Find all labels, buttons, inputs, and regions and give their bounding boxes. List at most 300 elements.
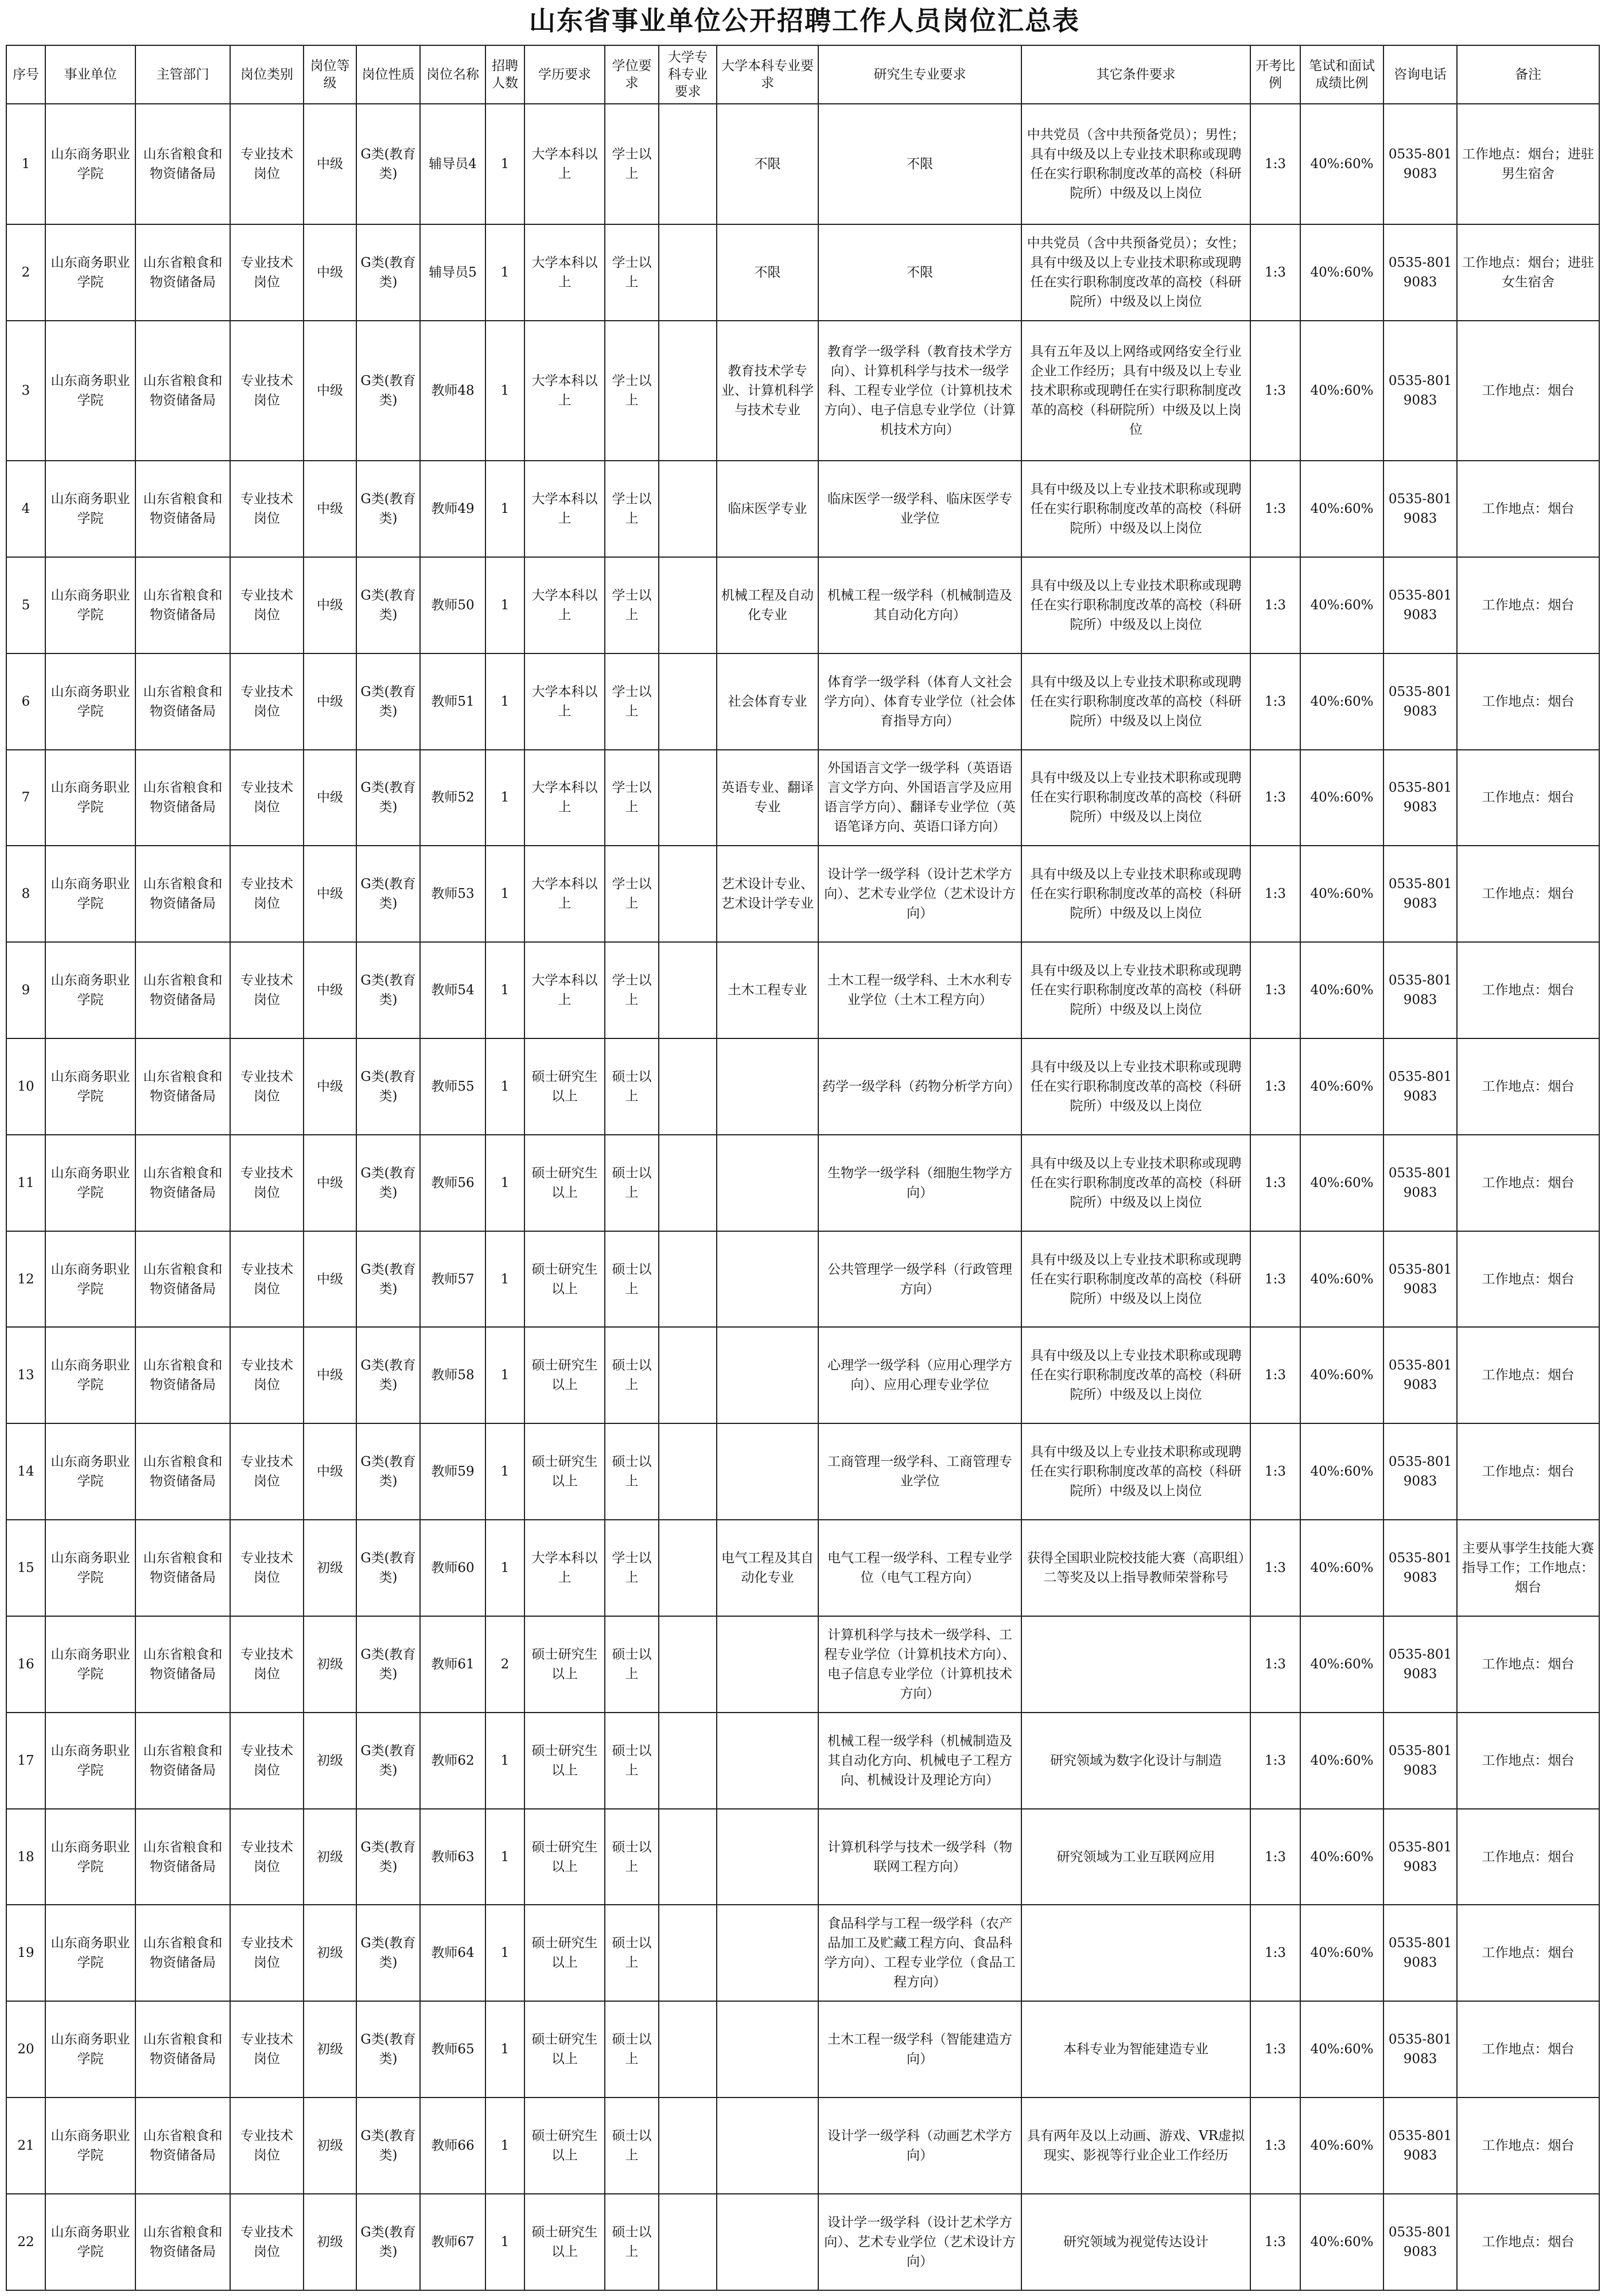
- cell-other: 具有中级及以上专业技术职称或现聘任在实行职称制度改革的高校（科研院所）中级及以上岗位: [1021, 1327, 1250, 1423]
- cell-unit: 山东商务职业学院: [45, 1809, 135, 1905]
- cell-score: 40%:60%: [1300, 2194, 1383, 2290]
- cell-phone: 0535-8019083: [1383, 461, 1457, 557]
- cell-ratio: 1:3: [1250, 104, 1300, 224]
- cell-dept: 山东省粮食和物资储备局: [135, 224, 230, 321]
- cell-category: 专业技术岗位: [230, 1423, 304, 1520]
- cell-other: 具有中级及以上专业技术职称或现聘任在实行职称制度改革的高校（科研院所）中级及以上岗位: [1021, 942, 1250, 1038]
- cell-nature: G类(教育类): [356, 750, 420, 846]
- cell-category: 专业技术岗位: [230, 2001, 304, 2097]
- cell-score: 40%:60%: [1300, 1616, 1383, 1713]
- cell-no: 16: [6, 1616, 45, 1713]
- cell-note: 工作地点：烟台: [1457, 2001, 1599, 2097]
- table-row: [6, 653, 1599, 750]
- cell-no: 1: [6, 104, 45, 224]
- cell-unit: 山东商务职业学院: [45, 1713, 135, 1809]
- cell-post: 教师57: [420, 1231, 485, 1328]
- cell-other: 具有中级及以上专业技术职称或现聘任在实行职称制度改革的高校（科研院所）中级及以上岗位: [1021, 750, 1250, 846]
- table-row: [6, 1713, 1599, 1809]
- cell-score: 40%:60%: [1300, 2001, 1383, 2097]
- cell-grad: 设计学一级学科（动画艺术学方向）: [818, 2097, 1021, 2194]
- col-header-degree: 学位要求: [605, 45, 659, 104]
- cell-post: 辅导员4: [420, 104, 485, 224]
- cell-phone: 0535-8019083: [1383, 846, 1457, 942]
- cell-zhuanke: [659, 1135, 717, 1231]
- cell-ratio: 1:3: [1250, 224, 1300, 321]
- cell-grad: 食品科学与工程一级学科（农产品加工及贮藏工程方向、食品科学方向）、工程专业学位（食品工程方向）: [818, 1905, 1021, 2001]
- col-header-score: 笔试和面试成绩比例: [1300, 45, 1383, 104]
- cell-edu: 大学本科以上: [524, 461, 605, 557]
- cell-phone: 0535-8019083: [1383, 1809, 1457, 1905]
- cell-phone: 0535-8019083: [1383, 1713, 1457, 1809]
- table-row: [6, 1905, 1599, 2001]
- cell-degree: 硕士以上: [605, 1038, 659, 1135]
- cell-degree: 学士以上: [605, 1520, 659, 1616]
- cell-zhuanke: [659, 1616, 717, 1713]
- cell-zhuanke: [659, 1038, 717, 1135]
- cell-benke: [717, 2001, 818, 2097]
- cell-unit: 山东商务职业学院: [45, 1520, 135, 1616]
- cell-count: 1: [485, 1809, 524, 1905]
- cell-post: 教师55: [420, 1038, 485, 1135]
- cell-level: 初级: [304, 1713, 356, 1809]
- cell-category: 专业技术岗位: [230, 1905, 304, 2001]
- cell-no: 9: [6, 942, 45, 1038]
- cell-other: 具有中级及以上专业技术职称或现聘任在实行职称制度改革的高校（科研院所）中级及以上岗位: [1021, 461, 1250, 557]
- cell-degree: 硕士以上: [605, 1327, 659, 1423]
- cell-benke: [717, 1905, 818, 2001]
- cell-other: 具有中级及以上专业技术职称或现聘任在实行职称制度改革的高校（科研院所）中级及以上岗位: [1021, 846, 1250, 942]
- cell-no: 17: [6, 1713, 45, 1809]
- cell-no: 6: [6, 653, 45, 750]
- cell-zhuanke: [659, 224, 717, 321]
- cell-nature: G类(教育类): [356, 1327, 420, 1423]
- cell-edu: 硕士研究生以上: [524, 1135, 605, 1231]
- cell-degree: 学士以上: [605, 750, 659, 846]
- cell-level: 初级: [304, 1905, 356, 2001]
- cell-level: 中级: [304, 461, 356, 557]
- header-row: [6, 45, 1599, 104]
- cell-dept: 山东省粮食和物资储备局: [135, 1809, 230, 1905]
- cell-category: 专业技术岗位: [230, 1327, 304, 1423]
- cell-grad: 体育学一级学科（体育人文社会学方向）、体育专业学位（社会体育指导方向）: [818, 653, 1021, 750]
- cell-no: 20: [6, 2001, 45, 2097]
- cell-dept: 山东省粮食和物资储备局: [135, 846, 230, 942]
- cell-no: 10: [6, 1038, 45, 1135]
- cell-zhuanke: [659, 846, 717, 942]
- cell-category: 专业技术岗位: [230, 750, 304, 846]
- cell-grad: 公共管理学一级学科（行政管理方向）: [818, 1231, 1021, 1328]
- cell-other: 中共党员（含中共预备党员）；男性；具有中级及以上专业技术职称或现聘任在实行职称制度改革的高校（科研院所）中级及以上岗位: [1021, 104, 1250, 224]
- col-header-ratio: 开考比例: [1250, 45, 1300, 104]
- cell-no: 19: [6, 1905, 45, 2001]
- cell-level: 中级: [304, 1231, 356, 1328]
- cell-edu: 大学本科以上: [524, 942, 605, 1038]
- cell-other: 具有中级及以上专业技术职称或现聘任在实行职称制度改革的高校（科研院所）中级及以上岗位: [1021, 653, 1250, 750]
- table-row: [6, 750, 1599, 846]
- cell-post: 教师63: [420, 1809, 485, 1905]
- col-header-phone: 咨询电话: [1383, 45, 1457, 104]
- cell-score: 40%:60%: [1300, 1231, 1383, 1328]
- cell-phone: 0535-8019083: [1383, 1905, 1457, 2001]
- cell-dept: 山东省粮食和物资储备局: [135, 1327, 230, 1423]
- cell-level: 中级: [304, 224, 356, 321]
- cell-nature: G类(教育类): [356, 2194, 420, 2290]
- cell-post: 辅导员5: [420, 224, 485, 321]
- table-row: [6, 1423, 1599, 1520]
- table-row: [6, 1809, 1599, 1905]
- table-row: [6, 1231, 1599, 1328]
- cell-degree: 学士以上: [605, 321, 659, 461]
- cell-grad: 设计学一级学科（设计艺术学方向）、艺术专业学位（艺术设计方向）: [818, 846, 1021, 942]
- cell-unit: 山东商务职业学院: [45, 2194, 135, 2290]
- cell-post: 教师51: [420, 653, 485, 750]
- cell-edu: 硕士研究生以上: [524, 2194, 605, 2290]
- cell-other: [1021, 1616, 1250, 1713]
- cell-other: 具有中级及以上专业技术职称或现聘任在实行职称制度改革的高校（科研院所）中级及以上岗位: [1021, 1231, 1250, 1328]
- cell-note: 工作地点：烟台: [1457, 1809, 1599, 1905]
- cell-count: 1: [485, 942, 524, 1038]
- cell-edu: 大学本科以上: [524, 557, 605, 653]
- cell-dept: 山东省粮食和物资储备局: [135, 1038, 230, 1135]
- cell-phone: 0535-8019083: [1383, 104, 1457, 224]
- cell-post: 教师48: [420, 321, 485, 461]
- cell-other: 具有两年及以上动画、游戏、VR虚拟现实、影视等行业企业工作经历: [1021, 2097, 1250, 2194]
- cell-other: 研究领域为数字化设计与制造: [1021, 1713, 1250, 1809]
- cell-zhuanke: [659, 750, 717, 846]
- cell-other: 研究领域为视觉传达设计: [1021, 2194, 1250, 2290]
- cell-post: 教师54: [420, 942, 485, 1038]
- cell-ratio: 1:3: [1250, 1327, 1300, 1423]
- cell-nature: G类(教育类): [356, 1616, 420, 1713]
- cell-unit: 山东商务职业学院: [45, 1231, 135, 1328]
- cell-phone: 0535-8019083: [1383, 750, 1457, 846]
- cell-note: 工作地点：烟台: [1457, 557, 1599, 653]
- cell-score: 40%:60%: [1300, 1809, 1383, 1905]
- cell-benke: 艺术设计专业、艺术设计学专业: [717, 846, 818, 942]
- cell-category: 专业技术岗位: [230, 321, 304, 461]
- cell-dept: 山东省粮食和物资储备局: [135, 557, 230, 653]
- cell-zhuanke: [659, 557, 717, 653]
- cell-other: 本科专业为智能建造专业: [1021, 2001, 1250, 2097]
- cell-grad: 临床医学一级学科、临床医学专业学位: [818, 461, 1021, 557]
- cell-category: 专业技术岗位: [230, 1038, 304, 1135]
- cell-dept: 山东省粮食和物资储备局: [135, 2001, 230, 2097]
- table-row: [6, 1616, 1599, 1713]
- cell-category: 专业技术岗位: [230, 653, 304, 750]
- table-row: [6, 1038, 1599, 1135]
- cell-grad: 土木工程一级学科、土木水利专业学位（土木工程方向）: [818, 942, 1021, 1038]
- table-row: [6, 104, 1599, 224]
- cell-nature: G类(教育类): [356, 1135, 420, 1231]
- cell-no: 5: [6, 557, 45, 653]
- cell-benke: [717, 2194, 818, 2290]
- cell-ratio: 1:3: [1250, 1520, 1300, 1616]
- cell-benke: 教育技术学专业、计算机科学与技术专业: [717, 321, 818, 461]
- table-row: [6, 2097, 1599, 2194]
- cell-dept: 山东省粮食和物资储备局: [135, 321, 230, 461]
- cell-no: 4: [6, 461, 45, 557]
- cell-degree: 学士以上: [605, 653, 659, 750]
- cell-category: 专业技术岗位: [230, 1520, 304, 1616]
- cell-level: 初级: [304, 2194, 356, 2290]
- cell-score: 40%:60%: [1300, 1327, 1383, 1423]
- cell-zhuanke: [659, 104, 717, 224]
- cell-degree: 硕士以上: [605, 1423, 659, 1520]
- cell-no: 22: [6, 2194, 45, 2290]
- cell-dept: 山东省粮食和物资储备局: [135, 1905, 230, 2001]
- cell-note: 工作地点：烟台: [1457, 1713, 1599, 1809]
- cell-ratio: 1:3: [1250, 2194, 1300, 2290]
- cell-other: 获得全国职业院校技能大赛（高职组）二等奖及以上指导教师荣誉称号: [1021, 1520, 1250, 1616]
- cell-dept: 山东省粮食和物资储备局: [135, 1231, 230, 1328]
- cell-benke: 临床医学专业: [717, 461, 818, 557]
- cell-degree: 学士以上: [605, 461, 659, 557]
- cell-score: 40%:60%: [1300, 1520, 1383, 1616]
- cell-other: 具有中级及以上专业技术职称或现聘任在实行职称制度改革的高校（科研院所）中级及以上岗位: [1021, 1423, 1250, 1520]
- cell-ratio: 1:3: [1250, 1713, 1300, 1809]
- cell-zhuanke: [659, 2097, 717, 2194]
- cell-post: 教师56: [420, 1135, 485, 1231]
- cell-phone: 0535-8019083: [1383, 1135, 1457, 1231]
- cell-category: 专业技术岗位: [230, 1135, 304, 1231]
- cell-note: 工作地点：烟台: [1457, 942, 1599, 1038]
- cell-dept: 山东省粮食和物资储备局: [135, 2194, 230, 2290]
- cell-count: 1: [485, 224, 524, 321]
- cell-degree: 硕士以上: [605, 1713, 659, 1809]
- cell-degree: 硕士以上: [605, 1809, 659, 1905]
- cell-note: 工作地点：烟台: [1457, 2097, 1599, 2194]
- cell-level: 中级: [304, 1327, 356, 1423]
- cell-ratio: 1:3: [1250, 461, 1300, 557]
- cell-ratio: 1:3: [1250, 942, 1300, 1038]
- cell-score: 40%:60%: [1300, 557, 1383, 653]
- cell-post: 教师65: [420, 2001, 485, 2097]
- cell-no: 13: [6, 1327, 45, 1423]
- cell-count: 1: [485, 1520, 524, 1616]
- cell-other: 研究领域为工业互联网应用: [1021, 1809, 1250, 1905]
- cell-post: 教师52: [420, 750, 485, 846]
- cell-grad: 计算机科学与技术一级学科、工程专业学位（计算机技术方向）、电子信息专业学位（计算机技术方向）: [818, 1616, 1021, 1713]
- cell-grad: 机械工程一级学科（机械制造及其自动化方向、机械电子工程方向、机械设计及理论方向）: [818, 1713, 1021, 1809]
- col-header-post: 岗位名称: [420, 45, 485, 104]
- cell-degree: 学士以上: [605, 104, 659, 224]
- cell-degree: 硕士以上: [605, 2097, 659, 2194]
- cell-score: 40%:60%: [1300, 321, 1383, 461]
- cell-phone: 0535-8019083: [1383, 321, 1457, 461]
- cell-nature: G类(教育类): [356, 321, 420, 461]
- cell-ratio: 1:3: [1250, 1231, 1300, 1328]
- cell-edu: 硕士研究生以上: [524, 1905, 605, 2001]
- table-row: [6, 942, 1599, 1038]
- cell-unit: 山东商务职业学院: [45, 1135, 135, 1231]
- cell-count: 1: [485, 461, 524, 557]
- cell-ratio: 1:3: [1250, 2097, 1300, 2194]
- cell-edu: 大学本科以上: [524, 224, 605, 321]
- cell-score: 40%:60%: [1300, 2097, 1383, 2194]
- cell-zhuanke: [659, 461, 717, 557]
- cell-unit: 山东商务职业学院: [45, 461, 135, 557]
- cell-degree: 硕士以上: [605, 2001, 659, 2097]
- cell-edu: 大学本科以上: [524, 750, 605, 846]
- cell-level: 中级: [304, 1135, 356, 1231]
- cell-grad: 设计学一级学科（设计艺术学方向）、艺术专业学位（艺术设计方向）: [818, 2194, 1021, 2290]
- col-header-unit: 事业单位: [45, 45, 135, 104]
- cell-dept: 山东省粮食和物资储备局: [135, 1616, 230, 1713]
- cell-nature: G类(教育类): [356, 2097, 420, 2194]
- cell-count: 1: [485, 1713, 524, 1809]
- cell-count: 1: [485, 2097, 524, 2194]
- cell-unit: 山东商务职业学院: [45, 2001, 135, 2097]
- cell-zhuanke: [659, 1327, 717, 1423]
- cell-category: 专业技术岗位: [230, 1809, 304, 1905]
- cell-nature: G类(教育类): [356, 942, 420, 1038]
- cell-dept: 山东省粮食和物资储备局: [135, 1713, 230, 1809]
- cell-grad: 土木工程一级学科（智能建造方向）: [818, 2001, 1021, 2097]
- cell-grad: 药学一级学科（药物分析学方向）: [818, 1038, 1021, 1135]
- cell-count: 1: [485, 2001, 524, 2097]
- cell-benke: [717, 1231, 818, 1328]
- cell-level: 初级: [304, 2001, 356, 2097]
- cell-edu: 硕士研究生以上: [524, 1423, 605, 1520]
- cell-unit: 山东商务职业学院: [45, 1423, 135, 1520]
- cell-ratio: 1:3: [1250, 2001, 1300, 2097]
- cell-unit: 山东商务职业学院: [45, 750, 135, 846]
- cell-degree: 学士以上: [605, 846, 659, 942]
- cell-nature: G类(教育类): [356, 1905, 420, 2001]
- cell-zhuanke: [659, 321, 717, 461]
- cell-category: 专业技术岗位: [230, 2097, 304, 2194]
- cell-ratio: 1:3: [1250, 750, 1300, 846]
- table-row: [6, 1135, 1599, 1231]
- cell-edu: 硕士研究生以上: [524, 1038, 605, 1135]
- cell-dept: 山东省粮食和物资储备局: [135, 104, 230, 224]
- cell-score: 40%:60%: [1300, 1423, 1383, 1520]
- cell-level: 中级: [304, 557, 356, 653]
- cell-benke: 电气工程及其自动化专业: [717, 1520, 818, 1616]
- cell-nature: G类(教育类): [356, 224, 420, 321]
- cell-nature: G类(教育类): [356, 1809, 420, 1905]
- col-header-level: 岗位等级: [304, 45, 356, 104]
- cell-count: 1: [485, 1327, 524, 1423]
- cell-score: 40%:60%: [1300, 224, 1383, 321]
- cell-grad: 工商管理一级学科、工商管理专业学位: [818, 1423, 1021, 1520]
- cell-benke: [717, 1327, 818, 1423]
- cell-unit: 山东商务职业学院: [45, 104, 135, 224]
- cell-level: 中级: [304, 321, 356, 461]
- col-header-nature: 岗位性质: [356, 45, 420, 104]
- cell-benke: 英语专业、翻译专业: [717, 750, 818, 846]
- cell-nature: G类(教育类): [356, 653, 420, 750]
- cell-edu: 硕士研究生以上: [524, 1616, 605, 1713]
- cell-edu: 大学本科以上: [524, 104, 605, 224]
- cell-post: 教师62: [420, 1713, 485, 1809]
- col-header-count: 招聘人数: [485, 45, 524, 104]
- cell-degree: 学士以上: [605, 224, 659, 321]
- cell-post: 教师60: [420, 1520, 485, 1616]
- cell-note: 工作地点：烟台: [1457, 1905, 1599, 2001]
- cell-no: 7: [6, 750, 45, 846]
- cell-degree: 学士以上: [605, 942, 659, 1038]
- cell-category: 专业技术岗位: [230, 2194, 304, 2290]
- cell-note: 工作地点：烟台: [1457, 1423, 1599, 1520]
- cell-zhuanke: [659, 2001, 717, 2097]
- cell-phone: 0535-8019083: [1383, 942, 1457, 1038]
- col-header-no: 序号: [6, 45, 45, 104]
- cell-post: 教师61: [420, 1616, 485, 1713]
- cell-score: 40%:60%: [1300, 1713, 1383, 1809]
- col-header-zhuanke: 大学专科专业要求: [659, 45, 717, 104]
- cell-score: 40%:60%: [1300, 104, 1383, 224]
- cell-no: 14: [6, 1423, 45, 1520]
- cell-grad: 不限: [818, 104, 1021, 224]
- cell-note: 工作地点：烟台: [1457, 321, 1599, 461]
- cell-ratio: 1:3: [1250, 1616, 1300, 1713]
- cell-score: 40%:60%: [1300, 1135, 1383, 1231]
- col-header-benke: 大学本科专业要求: [717, 45, 818, 104]
- cell-nature: G类(教育类): [356, 1423, 420, 1520]
- cell-benke: [717, 1038, 818, 1135]
- cell-degree: 硕士以上: [605, 1905, 659, 2001]
- cell-grad: 心理学一级学科（应用心理学方向）、应用心理专业学位: [818, 1327, 1021, 1423]
- cell-score: 40%:60%: [1300, 1038, 1383, 1135]
- cell-phone: 0535-8019083: [1383, 557, 1457, 653]
- cell-phone: 0535-8019083: [1383, 1520, 1457, 1616]
- cell-degree: 学士以上: [605, 557, 659, 653]
- cell-category: 专业技术岗位: [230, 846, 304, 942]
- cell-ratio: 1:3: [1250, 321, 1300, 461]
- cell-unit: 山东商务职业学院: [45, 1327, 135, 1423]
- cell-note: 工作地点：烟台: [1457, 1038, 1599, 1135]
- cell-note: 工作地点：烟台: [1457, 1135, 1599, 1231]
- cell-no: 3: [6, 321, 45, 461]
- cell-count: 1: [485, 1135, 524, 1231]
- cell-nature: G类(教育类): [356, 1713, 420, 1809]
- cell-benke: 土木工程专业: [717, 942, 818, 1038]
- cell-score: 40%:60%: [1300, 461, 1383, 557]
- cell-level: 中级: [304, 1038, 356, 1135]
- cell-phone: 0535-8019083: [1383, 2194, 1457, 2290]
- cell-level: 初级: [304, 2097, 356, 2194]
- cell-level: 初级: [304, 1616, 356, 1713]
- cell-unit: 山东商务职业学院: [45, 1616, 135, 1713]
- cell-level: 中级: [304, 1423, 356, 1520]
- cell-count: 1: [485, 750, 524, 846]
- cell-count: 1: [485, 2194, 524, 2290]
- cell-note: 工作地点：烟台: [1457, 1231, 1599, 1328]
- cell-post: 教师59: [420, 1423, 485, 1520]
- cell-note: 工作地点：烟台: [1457, 2194, 1599, 2290]
- cell-no: 21: [6, 2097, 45, 2194]
- cell-benke: [717, 1135, 818, 1231]
- cell-ratio: 1:3: [1250, 653, 1300, 750]
- cell-unit: 山东商务职业学院: [45, 942, 135, 1038]
- cell-edu: 硕士研究生以上: [524, 1713, 605, 1809]
- cell-note: 工作地点：烟台；进驻女生宿舍: [1457, 224, 1599, 321]
- cell-edu: 硕士研究生以上: [524, 2001, 605, 2097]
- cell-post: 教师67: [420, 2194, 485, 2290]
- cell-zhuanke: [659, 653, 717, 750]
- cell-other: 具有中级及以上专业技术职称或现聘任在实行职称制度改革的高校（科研院所）中级及以上岗位: [1021, 1038, 1250, 1135]
- cell-grad: 电气工程一级学科、工程专业学位（电气工程方向）: [818, 1520, 1021, 1616]
- cell-ratio: 1:3: [1250, 557, 1300, 653]
- cell-post: 教师66: [420, 2097, 485, 2194]
- cell-no: 11: [6, 1135, 45, 1231]
- cell-no: 18: [6, 1809, 45, 1905]
- cell-other: 具有中级及以上专业技术职称或现聘任在实行职称制度改革的高校（科研院所）中级及以上岗位: [1021, 1135, 1250, 1231]
- cell-note: 工作地点：烟台；进驻男生宿舍: [1457, 104, 1599, 224]
- cell-no: 12: [6, 1231, 45, 1328]
- cell-category: 专业技术岗位: [230, 461, 304, 557]
